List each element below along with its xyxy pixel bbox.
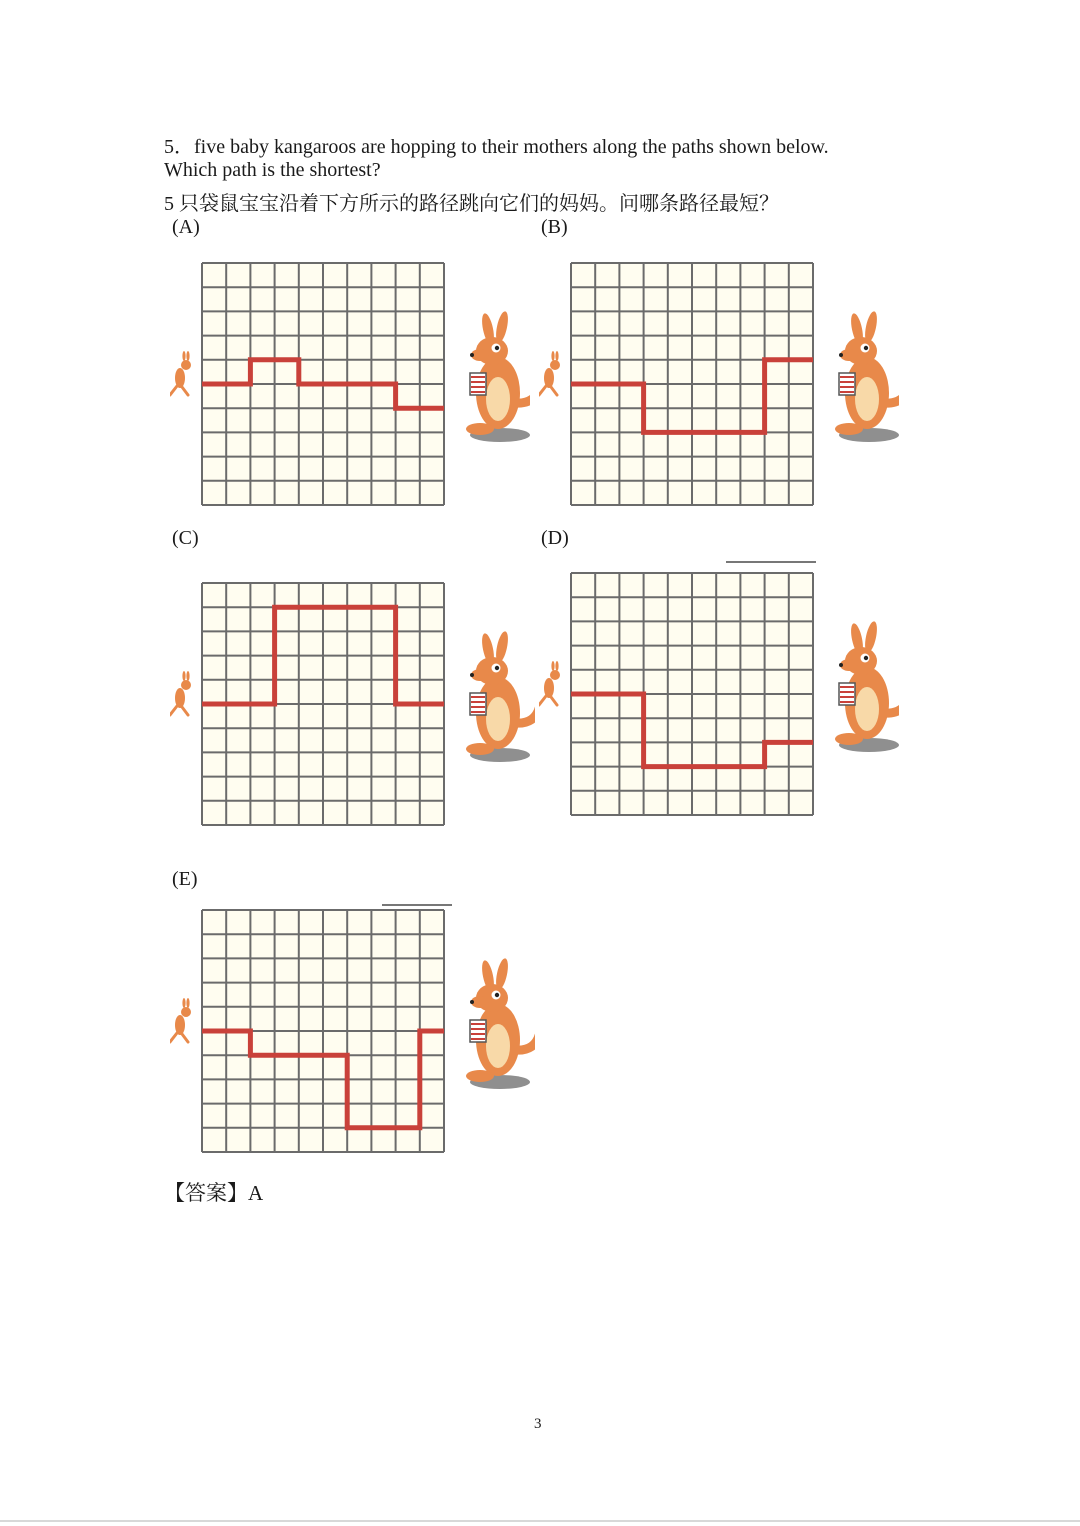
option-label-a: (A) [172, 216, 200, 238]
path-figure-c [170, 575, 535, 837]
baby-kangaroo-icon [539, 351, 560, 395]
option-label-d: (D) [541, 527, 569, 549]
abacus-icon [839, 373, 855, 395]
mother-kangaroo-icon [466, 957, 535, 1089]
abacus-icon [470, 693, 486, 715]
baby-kangaroo-icon [539, 661, 560, 705]
question-line-english-1: 5．five baby kangaroos are hopping to their mothers along the paths shown below. [164, 136, 829, 158]
scan-mark [726, 561, 816, 563]
mother-kangaroo-icon [466, 310, 530, 442]
page-number: 3 [534, 1416, 542, 1432]
baby-kangaroo-icon [170, 671, 191, 715]
option-label-b: (B) [541, 216, 568, 238]
answer-text: 【答案】A [164, 1181, 264, 1205]
question-line-chinese: 5 只袋鼠宝宝沿着下方所示的路径跳向它们的妈妈。问哪条路径最短？ [164, 193, 779, 215]
path-figure-a [170, 255, 530, 517]
question-line-english-2: Which path is the shortest? [164, 159, 381, 181]
abacus-icon [470, 373, 486, 395]
mother-kangaroo-icon [835, 620, 899, 752]
scan-mark [382, 904, 452, 906]
mother-kangaroo-icon [466, 630, 535, 762]
mother-kangaroo-icon [835, 310, 899, 442]
baby-kangaroo-icon [170, 998, 191, 1042]
bottom-divider [0, 1520, 1080, 1522]
abacus-icon [839, 683, 855, 705]
path-figure-d [539, 565, 899, 827]
option-label-c: (C) [172, 527, 199, 549]
path-figure-e [170, 902, 535, 1164]
baby-kangaroo-icon [170, 351, 191, 395]
option-label-e: (E) [172, 868, 198, 890]
path-figure-b [539, 255, 899, 517]
abacus-icon [470, 1020, 486, 1042]
